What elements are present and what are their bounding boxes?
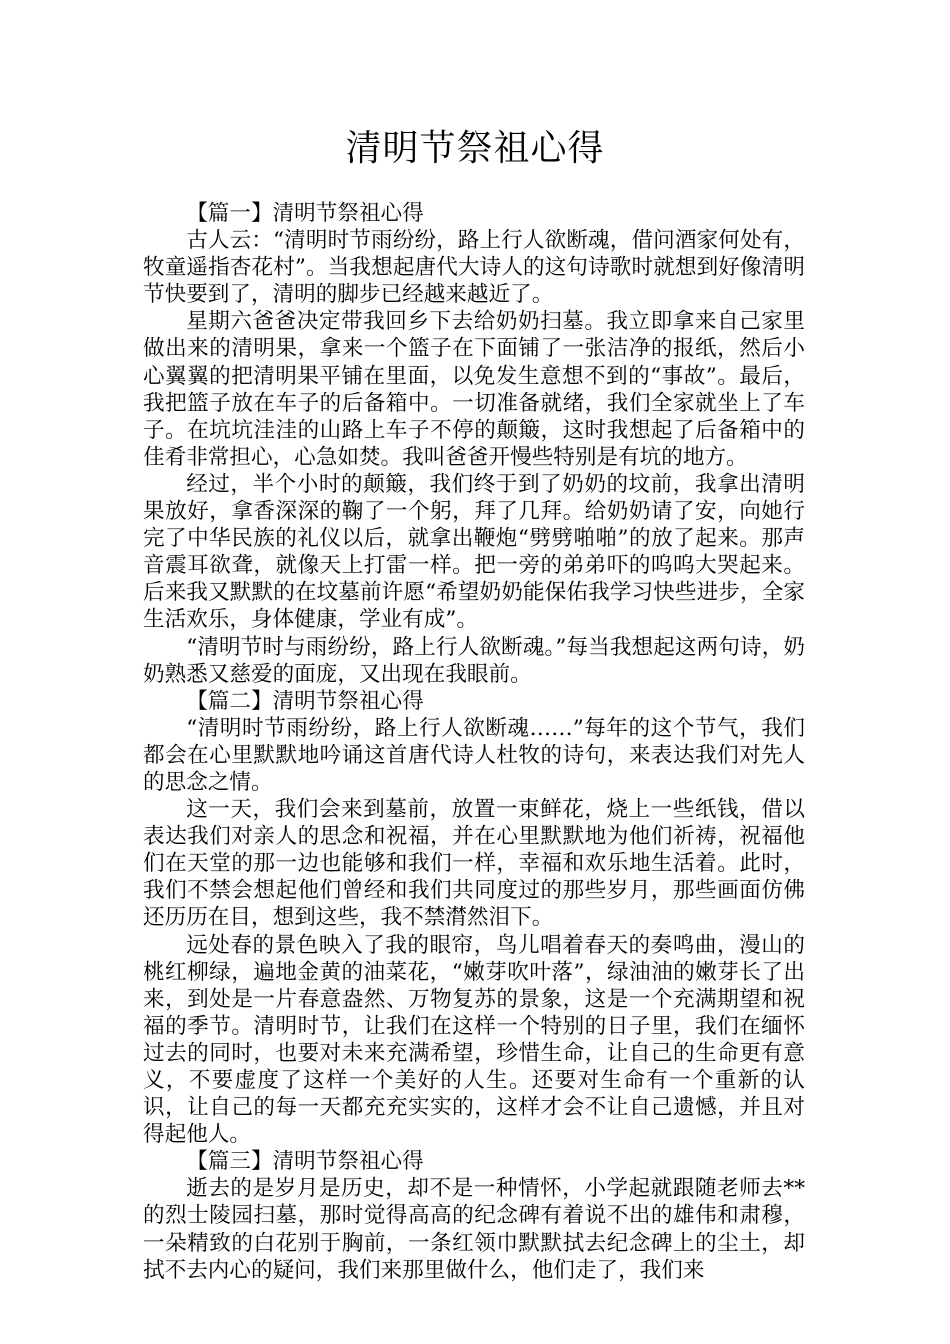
section-heading: 【篇一】清明节祭祖心得 (186, 201, 424, 226)
paragraph: 逝去的是岁月是历史，却不是一种情怀，小学起就跟随老师去**的烈士陵园扫墓，那时觉得高高的纪念碑有着说不出的雄伟和肃穆，一朵精致的白花别于胸前，一条红领巾默默拭去纪念碑上的尘土，却拭不去内心的疑问，我们来那里做什么，他们走了，我们来 (143, 1176, 805, 1283)
paragraph: 经过，半个小时的颠簸，我们终于到了奶奶的坟前，我拿出清明果放好，拿香深深的鞠了一个躬，拜了几拜。给奶奶请了安，向她行完了中华民族的礼仪以后，就拿出鞭炮“劈劈啪啪”的放了起来。那声音震耳欲聋，就像天上打雷一样。把一旁的弟弟吓的呜呜大哭起来。后来我又默默的在坟墓前许愿“希望奶奶能保佑我学习快些进步，全家生活欢乐，身体健康，学业有成”。 (143, 471, 805, 633)
paragraph: 这一天，我们会来到墓前，放置一束鲜花，烧上一些纸钱，借以表达我们对亲人的思念和祝福，并在心里默默地为他们祈祷，祝福他们在天堂的那一边也能够和我们一样，幸福和欢乐地生活着。此时，我们不禁会想起他们曾经和我们共同度过的那些岁月，那些画面仿佛还历历在目，想到这些，我不禁潸然泪下。 (143, 797, 805, 931)
paragraph: “清明时节雨纷纷，路上行人欲断魂……”每年的这个节气，我们都会在心里默默地吟诵这首唐代诗人杜牧的诗句，来表达我们对先人的思念之情。 (143, 715, 805, 795)
paragraph: 古人云：“清明时节雨纷纷，路上行人欲断魂，借问酒家何处有，牧童遥指杏花村”。当我想起唐代大诗人的这句诗歌时就想到好像清明节快要到了，清明的脚步已经越来越近了。 (143, 228, 805, 308)
section-3 (143, 1148, 805, 1283)
paragraph: “清明节时与雨纷纷，路上行人欲断魂。”每当我想起这两句诗，奶奶熟悉又慈爱的面庞，又出现在我眼前。 (143, 634, 805, 687)
section-2 (143, 688, 805, 1149)
section-heading: 【篇二】清明节祭祖心得 (186, 688, 424, 714)
section-1 (143, 200, 805, 688)
section-heading: 【篇三】清明节祭祖心得 (186, 1149, 424, 1175)
paragraph: 远处春的景色映入了我的眼帘，鸟儿唱着春天的奏鸣曲，漫山的桃红柳绿，遍地金黄的油菜花，“嫩芽吹叶落”，绿油油的嫩芽长了出来，到处是一片春意盎然、万物复苏的景象，这是一个充满期望和祝福的季节。清明时节，让我们在这样一个特别的日子里，我们在缅怀过去的同时，也要对未来充满希望，珍惜生命，让自己的生命更有意义，不要虚度了这样一个美好的人生。还要对生命有一个重新的认识，让自己的每一天都充充实实的，这样才会不让自己遗憾，并且对得起他人。 (143, 932, 805, 1148)
document-body (143, 200, 805, 1284)
document-title: 清明节祭祖心得 (345, 128, 605, 169)
paragraph: 星期六爸爸决定带我回乡下去给奶奶扫墓。我立即拿来自己家里做出来的清明果，拿来一个篮子在下面铺了一张洁净的报纸，然后小心翼翼的把清明果平铺在里面，以免发生意想不到的“事故”。最后，我把篮子放在车子的后备箱中。一切准备就绪，我们全家就坐上了车子。在坑坑洼洼的山路上车子不停的颠簸，这时我想起了后备箱中的佳肴非常担心，心急如焚。我叫爸爸开慢些特别是有坑的地方。 (143, 309, 805, 470)
